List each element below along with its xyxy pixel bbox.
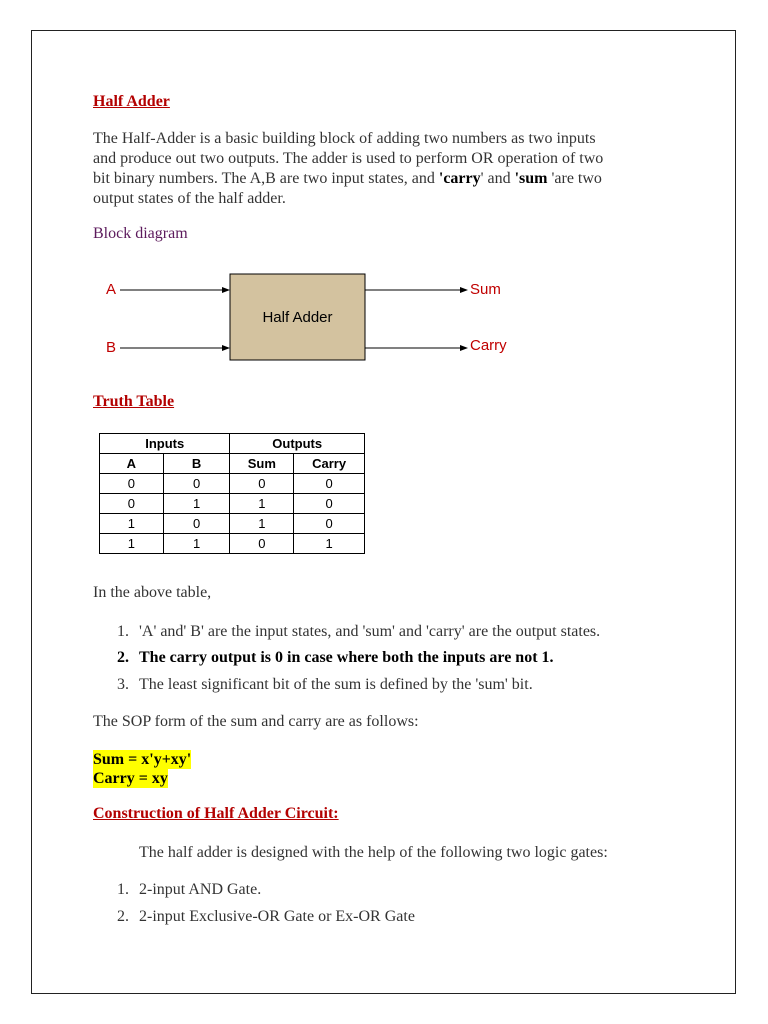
input-b-label: B [106, 339, 117, 356]
sop-sum-formula [93, 750, 191, 769]
note-1-number: 1. [117, 623, 129, 640]
carry-arrow [460, 345, 468, 351]
table-cell: 1 [100, 534, 164, 554]
inputs-group-header: Inputs [100, 434, 230, 454]
intro-line-2: and produce out two outputs. The adder is used to perform OR operation of two [93, 150, 604, 167]
intro-line-4: output states of the half adder. [93, 190, 286, 207]
col-header-a: A [100, 454, 164, 474]
sum-term: 'sum [514, 170, 548, 187]
table-cell: 0 [100, 494, 164, 514]
table-row [100, 534, 365, 554]
table-cell: 0 [163, 474, 230, 494]
table-cell: 0 [163, 514, 230, 534]
table-row [100, 494, 365, 514]
sop-sum-text: Sum = x'y+xy' [93, 751, 192, 768]
truth-table-heading: Truth Table [93, 393, 175, 410]
table-cell: 1 [230, 494, 294, 514]
table-cell: 0 [230, 474, 294, 494]
table-cell: 0 [294, 474, 365, 494]
gate-2-number: 2. [117, 908, 129, 925]
table-cell: 1 [163, 494, 230, 514]
output-carry-label: Carry [470, 337, 507, 354]
intro-line-3 [93, 169, 602, 189]
intro-line-1: The Half-Adder is a basic building block of adding two numbers as two inputs [93, 130, 596, 147]
sop-intro-text: The SOP form of the sum and carry are as follows: [93, 713, 419, 730]
note-3-number: 3. [117, 676, 129, 693]
table-cell: 0 [100, 474, 164, 494]
table-cell: 0 [294, 514, 365, 534]
col-header-sum: Sum [230, 454, 294, 474]
block-diagram-label: Block diagram [93, 225, 188, 242]
intro-tail: 'are two [547, 170, 602, 187]
sop-carry-formula [93, 769, 168, 788]
gate-1-number: 1. [117, 881, 129, 898]
note-3-text: The least significant bit of the sum is defined by the 'sum' bit. [139, 676, 533, 693]
table-row [100, 474, 365, 494]
input-a-arrow [222, 287, 230, 293]
sop-carry-text: Carry = xy [93, 770, 168, 787]
truth-table [99, 433, 365, 554]
carry-term: 'carry [438, 170, 481, 187]
intro-and: ' and [480, 170, 515, 187]
table-cell: 1 [163, 534, 230, 554]
table-cell: 1 [100, 514, 164, 534]
table-cell: 0 [230, 534, 294, 554]
half-adder-box-label: Half Adder [262, 309, 333, 326]
table-cell: 0 [294, 494, 365, 514]
sum-arrow [460, 287, 468, 293]
output-sum-label: Sum [470, 281, 501, 298]
input-a-label: A [106, 281, 117, 298]
note-1-text: 'A' and' B' are the input states, and 'sum' and 'carry' are the output states. [139, 623, 601, 640]
col-header-carry: Carry [294, 454, 365, 474]
construction-intro: The half adder is designed with the help of the following two logic gates: [139, 844, 608, 861]
gate-1-text: 2-input AND Gate. [139, 881, 262, 898]
table-cell: 1 [294, 534, 365, 554]
note-2-number: 2. [117, 649, 129, 666]
outputs-group-header: Outputs [230, 434, 365, 454]
construction-heading: Construction of Half Adder Circuit: [93, 805, 339, 822]
gate-2-text: 2-input Exclusive-OR Gate or Ex-OR Gate [139, 908, 415, 925]
table-row [100, 514, 365, 534]
note-2-text: The carry output is 0 in case where both the inputs are not 1. [139, 649, 554, 666]
after-table-text: In the above table, [93, 584, 212, 601]
section-title-half-adder: Half Adder [93, 93, 170, 110]
input-b-arrow [222, 345, 230, 351]
col-header-b: B [163, 454, 230, 474]
intro-line-3-text: bit binary numbers. The A,B are two input states, and [93, 170, 439, 187]
table-cell: 1 [230, 514, 294, 534]
